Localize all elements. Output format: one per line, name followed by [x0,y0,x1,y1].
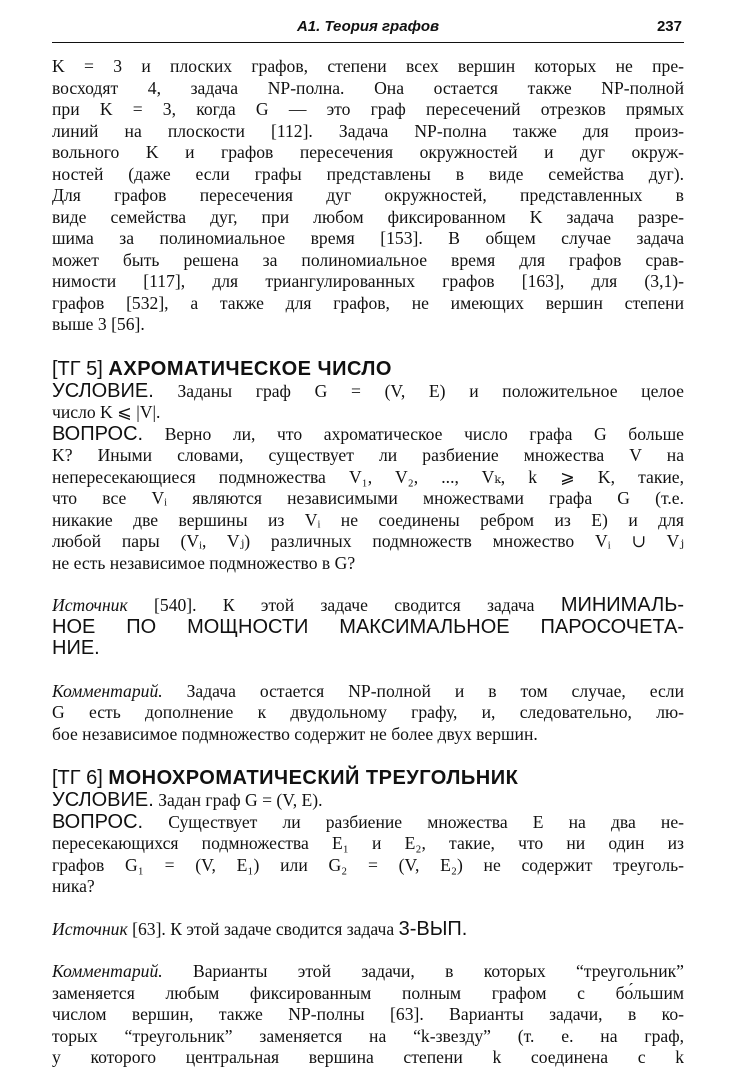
problem-tg6 [52,766,684,1069]
source-label: Источник [52,918,128,939]
source-line: Источник [540]. К этой задаче сводится задача МИНИМАЛЬ- [52,595,684,616]
question-line: пересекающихся подмножества E₁ и E₂, такие, что ни один из [52,833,684,853]
problem-name: МОНОХРОМАТИЧЕСКИЙ ТРЕУГОЛЬНИК [108,767,519,789]
condition-line: число K ⩽ |V|. [52,402,161,422]
running-header [52,12,684,43]
condition-line: УСЛОВИЕ. Заданы граф G = (V, E) и положительное целое [52,380,684,402]
text-line: может быть решена за полиномиальное время для графов срав- [52,249,684,270]
text-line: виде семейства дуг, при любом фиксированном K задача разре- [52,206,684,227]
comment-line: Комментарий. Задача остается NP-полной и в том случае, если [52,680,684,701]
source-line: Источник [63]. К этой задаче сводится задача 3-ВЫП. [52,918,468,940]
text-line: при K = 3, когда G — это граф пересечений отрезков прямых [52,99,684,119]
condition-line: УСЛОВИЕ. Задан граф G = (V, E). [52,790,323,811]
comment-line: заменяется любым фиксированным полным графом с бо́льшим [52,982,684,1003]
comment-line: G есть дополнение к двудольному графу, и, следовательно, лю- [52,702,684,722]
question-line: графов G₁ = (V, E₁) или G₂ = (V, E₂) не содержит треуголь- [52,854,684,875]
text-line: графов [532], а также для графов, не имеющих вершин степени [52,292,684,313]
text-line: линий на плоскости [112]. Задача NP-полна также для произ- [52,120,684,141]
intro-paragraph [52,56,684,336]
condition-label: УСЛОВИЕ. [52,790,154,811]
text-line: K = 3 и плоских графов, степени всех вершин которых не пре- [52,56,684,76]
page-number: 237 [656,18,682,35]
problem-heading [52,357,684,381]
question-line: любой пары (Vᵢ, Vⱼ) различных подмножеств множество Vᵢ ∪ Vⱼ [52,531,684,551]
question-line: не есть независимое подмножество в G? [52,552,356,573]
text-line: выше 3 [56]. [52,314,145,334]
problem-code: [ТГ 5] [52,357,103,380]
source-label: Источник [52,595,128,615]
comment-line: числом вершин, также NP-полны [63]. Варианты задачи, в ко- [52,1004,684,1024]
text-line: шима за полиномиальное время [153]. В общем случае задача [52,228,684,248]
problem-tg5 [52,357,684,746]
comment-line: бое независимое подмножество содержит не более двух вершин. [52,723,538,744]
question-line: что все Vᵢ являются независимыми множествами графа G (т.е. [52,488,684,508]
question-line: ВОПРОС. Верно ли, что ахроматическое число графа G больше [52,423,684,445]
problem-name: АХРОМАТИЧЕСКОЕ ЧИСЛО [108,357,392,380]
comment-label: Комментарий. [52,680,163,701]
comment-line: Комментарий. Варианты этой задачи, в которых “треугольник” [52,961,684,981]
question-line: ника? [52,876,95,896]
text-line: восходят 4, задача NP-полна. Она остается также NP-полной [52,77,684,98]
comment-label: Комментарий. [52,961,163,981]
text-line: вольного K и графов пересечения окружностей и дуг окруж- [52,142,684,162]
text-line: Для графов пересечения дуг окружностей, представленных в [52,185,684,205]
problem-code: [ТГ 6] [52,767,103,789]
comment-line: торых “треугольник” заменяется на “k-звезду” (т. е. на граф, [52,1025,684,1046]
text-line: нимости [117], для триангулированных графов [163], для (3,1)- [52,271,684,291]
chapter-title: А1. Теория графов [296,18,440,35]
condition-label: УСЛОВИЕ. [52,380,154,402]
question-line: ВОПРОС. Существует ли разбиение множества E на два не- [52,811,684,833]
question-line: никакие две вершины из Vᵢ не соединены ребром из E) и для [52,509,684,530]
question-label: ВОПРОС. [52,423,144,445]
page-body [52,56,684,1069]
source-line: НИЕ. [52,638,100,659]
text-line: ностей (даже если графы представлены в виде семейства дуг). [52,163,684,184]
question-line: непересекающиеся подмножества V₁, V₂, ..., Vₖ, k ⩾ K, такие, [52,466,684,487]
question-line: K? Иными словами, существует ли разбиение множества V на [52,445,684,465]
problem-heading [52,766,684,790]
source-line: НОЕ ПО МОЩНОСТИ МАКСИМАЛЬНОЕ ПАРОСОЧЕТА- [52,616,684,638]
question-label: ВОПРОС. [52,811,144,833]
comment-line: у которого центральная вершина степени k соединена с k [52,1047,684,1067]
